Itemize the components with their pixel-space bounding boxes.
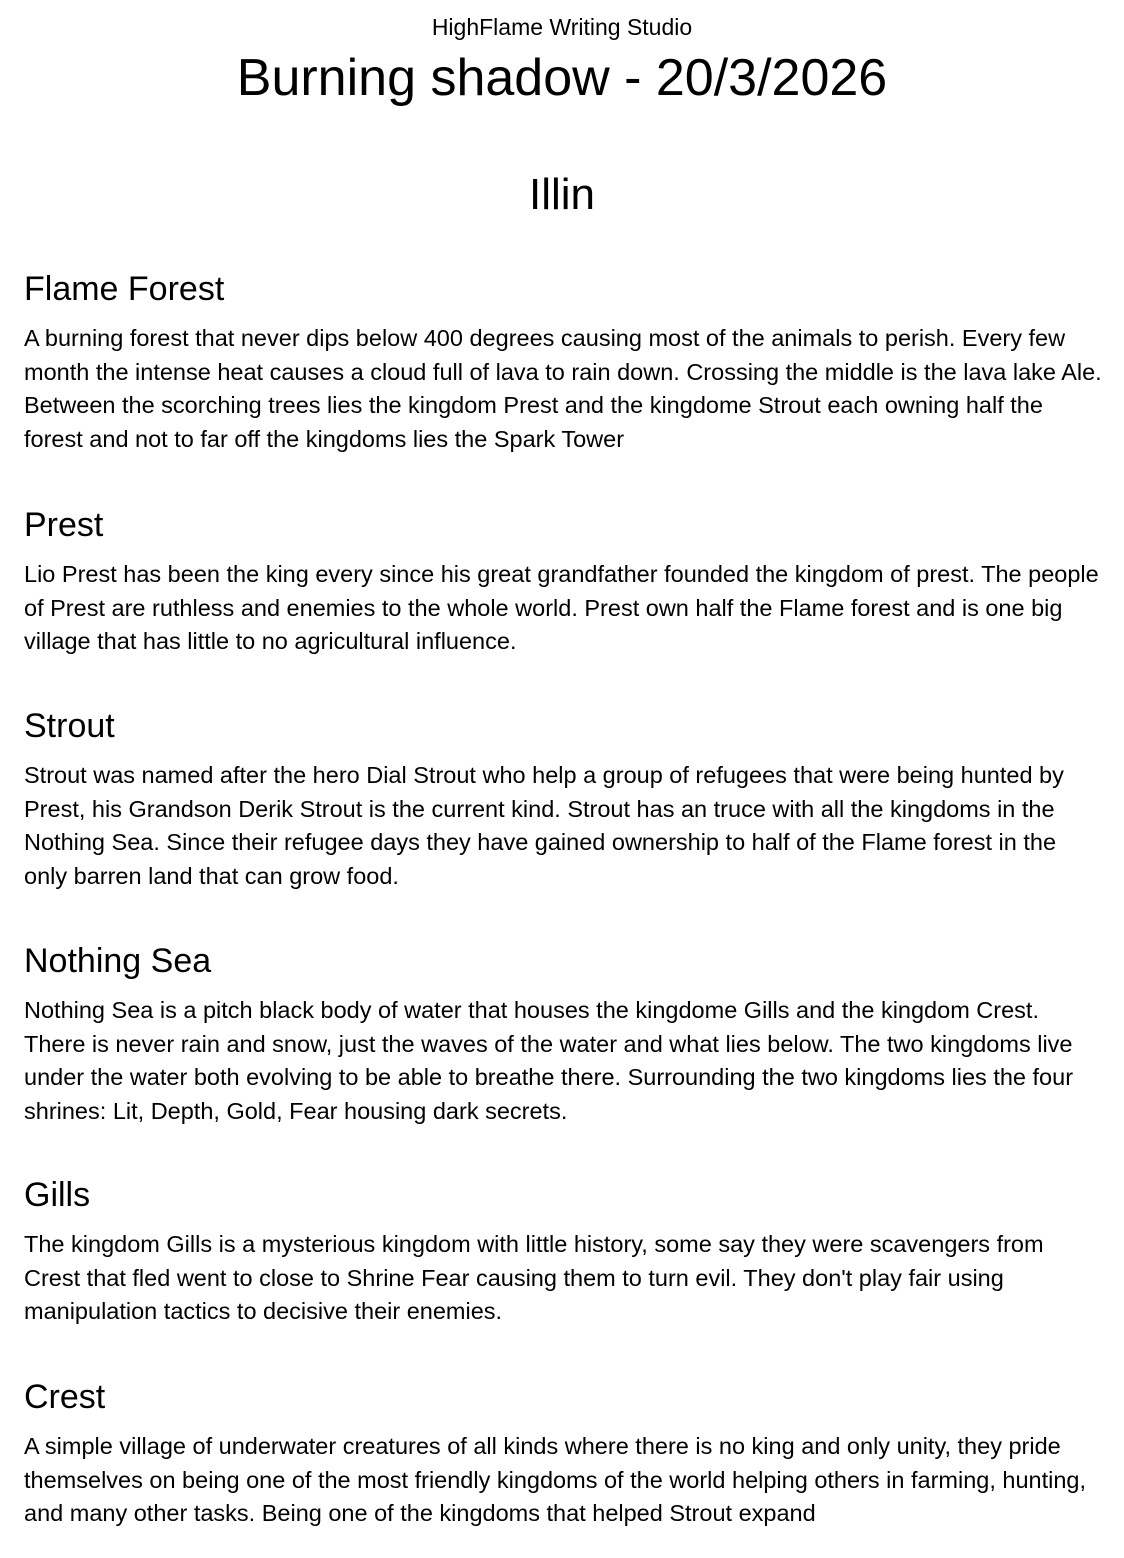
section-heading: Prest bbox=[24, 506, 104, 544]
section-gills bbox=[24, 1174, 1104, 1329]
section-heading: Flame Forest bbox=[24, 270, 225, 308]
section-heading: Nothing Sea bbox=[24, 942, 212, 980]
section-body: A simple village of underwater creatures of all kinds where there is no king and only unity, they pride themselves on being one of the most friendly kingdoms of the world helping others in farming, hunting, and many other tasks. Being one of the kingdoms that helped Strout expand bbox=[24, 1433, 1087, 1526]
section-heading: Crest bbox=[24, 1378, 106, 1416]
section-body: Lio Prest has been the king every since his great grandfather founded the kingdom of prest. The people of Prest are ruthless and enemies to the whole world. Prest own half the Flame forest and is one big village that has little to no agricultural influence. bbox=[24, 561, 1099, 654]
section-flame-forest bbox=[24, 268, 1104, 456]
region-heading: Illin bbox=[528, 170, 596, 219]
section-crest bbox=[24, 1376, 1104, 1531]
section-heading: Gills bbox=[24, 1176, 91, 1214]
section-body: Strout was named after the hero Dial Strout who help a group of refugees that were being hunted by Prest, his Grandson Derik Strout is the current kind. Strout has an truce with all the kingdoms in the Nothing Sea. Since their refugee days they have gained ownership to half of the Flame forest in the only barren land that can grow food. bbox=[24, 762, 1064, 889]
document-title: Burning shadow - 20/3/2026 bbox=[236, 49, 888, 107]
section-prest bbox=[24, 504, 1104, 659]
section-nothing-sea bbox=[24, 940, 1104, 1128]
section-heading: Strout bbox=[24, 707, 115, 745]
section-body: A burning forest that never dips below 400 degrees causing most of the animals to perish. Every few month the intense heat causes a cloud full of lava to rain down. Crossing the middle is the lava lake Ale. Between the scorching trees lies the kingdom Prest and the kingdome Strout each owning half the forest and not to far off the kingdoms lies the Spark Tower bbox=[24, 325, 1102, 452]
section-strout bbox=[24, 705, 1104, 893]
section-body: The kingdom Gills is a mysterious kingdom with little history, some say they were scavengers from Crest that fled went to close to Shrine Fear causing them to turn evil. They don't play fair using manipulation tactics to decisive their enemies. bbox=[24, 1231, 1044, 1324]
section-body: Nothing Sea is a pitch black body of water that houses the kingdome Gills and the kingdom Crest. There is never rain and snow, just the waves of the water and what lies below. The two kingdoms live under the water both evolving to be able to breathe there. Surrounding the two kingdoms lies the four shrines: Lit, Depth, Gold, Fear housing dark secrets. bbox=[24, 997, 1074, 1124]
studio-name: HighFlame Writing Studio bbox=[431, 14, 693, 40]
